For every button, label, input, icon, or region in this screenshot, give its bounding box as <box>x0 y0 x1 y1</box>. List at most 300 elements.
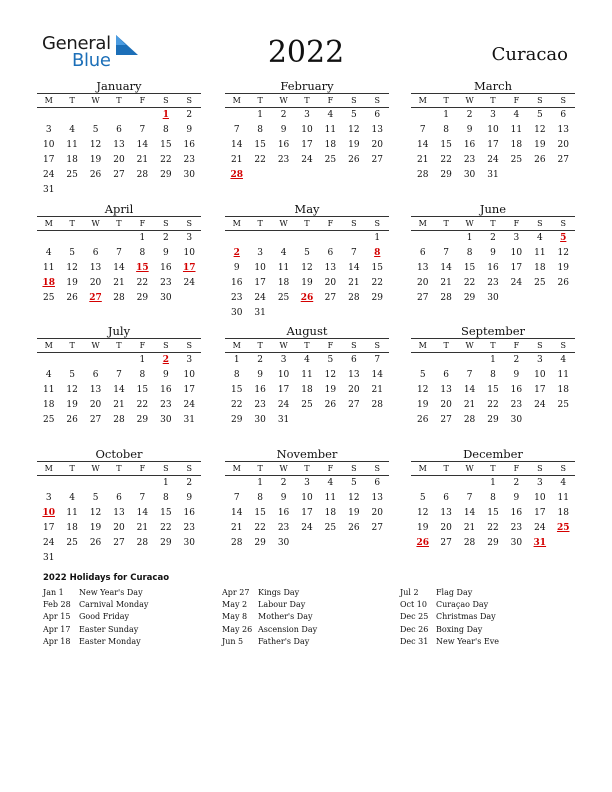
weekday-label: S <box>374 464 380 473</box>
day-cell: 6 <box>443 370 449 380</box>
day-cell: 11 <box>510 125 523 135</box>
day-cell: 22 <box>254 155 266 165</box>
holiday-entry <box>43 587 223 599</box>
day-cell: 9 <box>513 493 520 503</box>
weekday-label: T <box>116 464 122 473</box>
day-cell: 2 <box>186 110 193 120</box>
day-cell: 10 <box>534 370 546 380</box>
empty-day-cell <box>84 108 107 123</box>
weekday-label: S <box>163 219 169 228</box>
week-row <box>225 306 389 321</box>
day-cell: 11 <box>324 493 337 503</box>
day-cell: 9 <box>466 125 473 135</box>
month-name: December <box>463 447 523 461</box>
day-cell: 8 <box>139 370 146 380</box>
day-cell: 22 <box>463 278 476 288</box>
weekday-label: W <box>279 341 288 350</box>
day-cell: 15 <box>371 263 383 273</box>
day-cell: 20 <box>89 278 102 288</box>
holiday-date: Feb 28 <box>43 600 71 610</box>
day-cell: 3 <box>304 478 310 488</box>
day-cell: 14 <box>463 385 476 395</box>
empty-day-cell <box>552 168 575 183</box>
empty-day-cell <box>434 353 457 368</box>
day-cell: 25 <box>66 170 78 180</box>
weekday-label: S <box>163 341 169 350</box>
empty-day-cell <box>295 231 318 246</box>
weekday-label: T <box>69 341 75 350</box>
day-cell: 3 <box>536 478 543 488</box>
day-cell: 9 <box>186 493 193 503</box>
week-row <box>411 413 575 428</box>
logo-text-general: General <box>42 33 111 54</box>
day-cell: 19 <box>89 155 102 165</box>
day-cell: 4 <box>45 248 52 258</box>
week-row <box>411 291 575 306</box>
weekday-label: T <box>257 219 263 228</box>
weekday-label: S <box>537 219 543 228</box>
day-cell: 14 <box>371 370 383 380</box>
holiday-day-cell: 27 <box>89 293 102 303</box>
day-cell: 1 <box>374 233 381 243</box>
week-row <box>37 261 201 276</box>
day-cell: 9 <box>280 125 287 135</box>
day-cell: 7 <box>139 493 146 503</box>
weekday-label: F <box>327 464 334 473</box>
week-row <box>225 506 389 521</box>
weekday-label: M <box>418 219 427 228</box>
week-row <box>411 168 575 183</box>
day-cell: 1 <box>162 478 169 488</box>
weekday-label: F <box>139 464 146 473</box>
holiday-day-cell: 31 <box>533 538 547 548</box>
day-cell: 27 <box>324 293 337 303</box>
week-row <box>225 231 389 246</box>
weekday-label: W <box>91 96 100 105</box>
weekday-label: T <box>490 96 496 105</box>
day-cell: 30 <box>230 308 243 318</box>
day-cell: 4 <box>513 110 520 120</box>
month-grid <box>37 93 201 198</box>
day-cell: 29 <box>230 415 243 425</box>
month-grid <box>225 216 389 321</box>
empty-day-cell <box>552 413 575 428</box>
month-name: September <box>460 324 526 338</box>
holiday-day-cell: 28 <box>230 170 243 180</box>
day-cell: 29 <box>487 415 499 425</box>
day-cell: 18 <box>557 385 569 395</box>
day-cell: 15 <box>160 140 172 150</box>
month-name: October <box>95 447 143 461</box>
week-row <box>37 231 201 246</box>
calendar-year: 2022 <box>267 35 345 70</box>
day-cell: 28 <box>113 415 125 425</box>
day-cell: 1 <box>257 110 263 120</box>
day-cell: 31 <box>183 415 195 425</box>
day-cell: 23 <box>463 155 476 165</box>
empty-day-cell <box>248 168 271 183</box>
day-cell: 25 <box>42 293 55 303</box>
day-cell: 22 <box>254 523 266 533</box>
month-june <box>411 202 575 306</box>
day-cell: 5 <box>419 493 426 503</box>
day-cell: 15 <box>254 140 266 150</box>
month-grid <box>411 461 575 551</box>
day-cell: 21 <box>348 278 360 288</box>
day-cell: 15 <box>463 263 476 273</box>
day-cell: 2 <box>257 355 263 365</box>
weekday-label: T <box>304 96 310 105</box>
day-cell: 6 <box>327 248 334 258</box>
weekday-label: W <box>91 219 100 228</box>
weekday-label: M <box>44 219 53 228</box>
weekday-label: M <box>232 464 241 473</box>
weekday-label: S <box>163 96 169 105</box>
empty-day-cell <box>272 231 295 246</box>
holiday-name: New Year's Eve <box>436 636 499 646</box>
weekday-label: M <box>232 96 241 105</box>
week-row <box>411 231 575 246</box>
week-row <box>411 368 575 383</box>
day-cell: 8 <box>257 125 263 135</box>
week-row <box>411 506 575 521</box>
day-cell: 30 <box>510 538 523 548</box>
weekday-label: W <box>465 341 474 350</box>
empty-day-cell <box>37 353 60 368</box>
weekday-header <box>37 462 201 476</box>
day-cell: 28 <box>416 170 429 180</box>
week-row <box>37 551 201 566</box>
day-cell: 8 <box>139 248 146 258</box>
day-cell: 30 <box>510 415 523 425</box>
day-cell: 11 <box>66 140 78 150</box>
day-cell: 4 <box>69 493 75 503</box>
day-cell: 13 <box>89 385 102 395</box>
week-row <box>225 276 389 291</box>
day-cell: 17 <box>42 155 55 165</box>
holiday-date: Apr 17 <box>43 624 71 634</box>
week-row <box>411 108 575 123</box>
day-cell: 19 <box>89 523 102 533</box>
weekday-label: T <box>443 96 449 105</box>
weekday-header <box>411 462 575 476</box>
day-cell: 7 <box>139 125 146 135</box>
day-cell: 18 <box>534 263 546 273</box>
holiday-day-cell: 17 <box>182 263 196 273</box>
empty-day-cell <box>411 476 434 491</box>
weekday-label: T <box>116 96 122 105</box>
day-cell: 5 <box>92 493 99 503</box>
day-cell: 13 <box>324 263 337 273</box>
week-row <box>225 108 389 123</box>
day-cell: 25 <box>510 155 523 165</box>
holiday-date: May 8 <box>222 612 248 622</box>
day-cell: 5 <box>69 370 75 380</box>
empty-day-cell <box>154 551 177 566</box>
day-cell: 30 <box>160 415 172 425</box>
day-cell: 22 <box>160 155 172 165</box>
weekday-label: W <box>91 464 100 473</box>
weekday-label: M <box>232 341 241 350</box>
day-cell: 16 <box>160 385 172 395</box>
day-cell: 8 <box>162 493 169 503</box>
day-cell: 17 <box>510 263 523 273</box>
day-cell: 22 <box>487 523 499 533</box>
day-cell: 21 <box>113 278 125 288</box>
day-cell: 18 <box>66 523 78 533</box>
weekday-label: S <box>374 96 380 105</box>
day-cell: 24 <box>510 278 523 288</box>
day-cell: 6 <box>374 478 381 488</box>
day-cell: 14 <box>463 508 476 518</box>
holiday-column <box>400 587 580 648</box>
day-cell: 9 <box>186 125 193 135</box>
day-cell: 2 <box>490 233 496 243</box>
day-cell: 3 <box>45 493 52 503</box>
day-cell: 1 <box>257 478 263 488</box>
empty-day-cell <box>295 168 318 183</box>
day-cell: 20 <box>371 140 383 150</box>
day-cell: 12 <box>66 385 78 395</box>
day-cell: 6 <box>443 493 449 503</box>
day-cell: 24 <box>42 538 55 548</box>
day-cell: 9 <box>162 370 169 380</box>
day-cell: 31 <box>254 308 266 318</box>
empty-day-cell <box>342 536 365 551</box>
day-cell: 28 <box>136 170 149 180</box>
holiday-day-cell: 2 <box>233 248 240 258</box>
weekday-label: S <box>163 464 169 473</box>
month-name: February <box>280 79 334 93</box>
weekday-label: F <box>327 341 334 350</box>
day-cell: 24 <box>534 523 546 533</box>
day-cell: 17 <box>183 385 195 395</box>
day-cell: 21 <box>463 523 476 533</box>
weekday-label: S <box>560 341 566 350</box>
weekday-label: M <box>418 96 427 105</box>
day-cell: 3 <box>186 355 193 365</box>
empty-day-cell <box>319 536 342 551</box>
empty-day-cell <box>411 353 434 368</box>
day-cell: 14 <box>348 263 360 273</box>
month-october <box>37 447 201 566</box>
weekday-label: S <box>186 96 192 105</box>
week-row <box>37 291 201 306</box>
holiday-list-title: 2022 Holidays for Curacao <box>43 573 170 583</box>
holiday-name: Father's Day <box>258 636 310 646</box>
empty-day-cell <box>342 231 365 246</box>
day-cell: 25 <box>277 293 290 303</box>
day-cell: 5 <box>327 355 334 365</box>
day-cell: 27 <box>371 523 383 533</box>
day-cell: 5 <box>350 478 357 488</box>
day-cell: 22 <box>371 278 383 288</box>
day-cell: 10 <box>301 125 313 135</box>
weekday-label: M <box>418 464 427 473</box>
week-row <box>37 536 201 551</box>
weekday-label: T <box>257 464 263 473</box>
day-cell: 6 <box>116 125 122 135</box>
holiday-name: Kings Day <box>258 588 300 597</box>
week-row <box>411 383 575 398</box>
day-cell: 4 <box>327 110 334 120</box>
day-cell: 7 <box>466 493 473 503</box>
day-cell: 18 <box>301 385 313 395</box>
week-row <box>225 291 389 306</box>
day-cell: 22 <box>136 278 149 288</box>
weekday-label: T <box>443 341 449 350</box>
day-cell: 21 <box>136 523 149 533</box>
empty-day-cell <box>272 306 295 321</box>
day-cell: 22 <box>440 155 452 165</box>
weekday-label: S <box>186 341 192 350</box>
day-cell: 28 <box>463 538 476 548</box>
month-grid <box>37 216 201 306</box>
holiday-name: Christmas Day <box>436 612 496 622</box>
day-cell: 23 <box>160 278 172 288</box>
weekday-label: W <box>465 96 474 105</box>
day-cell: 26 <box>348 523 360 533</box>
empty-day-cell <box>366 306 389 321</box>
empty-day-cell <box>319 231 342 246</box>
day-cell: 26 <box>324 400 337 410</box>
day-cell: 15 <box>230 385 243 395</box>
day-cell: 1 <box>490 355 496 365</box>
day-cell: 23 <box>183 155 195 165</box>
day-cell: 14 <box>230 508 243 518</box>
weekday-label: F <box>139 341 146 350</box>
day-cell: 13 <box>440 508 452 518</box>
empty-day-cell <box>60 231 83 246</box>
empty-day-cell <box>60 108 83 123</box>
weekday-label: M <box>232 219 241 228</box>
week-row <box>411 353 575 368</box>
day-cell: 4 <box>536 233 543 243</box>
empty-day-cell <box>342 413 365 428</box>
day-cell: 23 <box>230 293 243 303</box>
day-cell: 25 <box>42 415 55 425</box>
day-cell: 16 <box>510 508 523 518</box>
day-cell: 15 <box>487 385 499 395</box>
week-row <box>411 138 575 153</box>
week-row <box>37 491 201 506</box>
holiday-name: Easter Monday <box>79 636 141 646</box>
day-cell: 11 <box>277 263 290 273</box>
holiday-date: Dec 25 <box>400 612 429 622</box>
weekday-header <box>411 339 575 353</box>
day-cell: 17 <box>534 508 546 518</box>
day-cell: 23 <box>277 523 290 533</box>
week-row <box>37 246 201 261</box>
empty-day-cell <box>131 183 154 198</box>
day-cell: 13 <box>89 263 102 273</box>
day-cell: 6 <box>116 493 122 503</box>
empty-day-cell <box>248 231 271 246</box>
day-cell: 25 <box>301 400 313 410</box>
holiday-entry <box>43 611 223 623</box>
day-cell: 14 <box>440 263 452 273</box>
day-cell: 26 <box>89 170 102 180</box>
day-cell: 3 <box>257 248 263 258</box>
week-row <box>411 536 575 551</box>
week-row <box>37 368 201 383</box>
day-cell: 25 <box>66 538 78 548</box>
weekday-header <box>225 217 389 231</box>
day-cell: 3 <box>186 233 193 243</box>
day-cell: 14 <box>113 385 125 395</box>
empty-day-cell <box>411 231 434 246</box>
day-cell: 11 <box>557 493 569 503</box>
day-cell: 23 <box>510 400 523 410</box>
day-cell: 6 <box>560 110 567 120</box>
month-name: August <box>286 324 328 338</box>
week-row <box>225 521 389 536</box>
day-cell: 27 <box>113 170 125 180</box>
holiday-entry <box>400 624 580 636</box>
week-row <box>225 383 389 398</box>
empty-day-cell <box>366 536 389 551</box>
holiday-day-cell: 26 <box>416 538 429 548</box>
month-name: June <box>479 202 507 216</box>
day-cell: 17 <box>277 385 290 395</box>
holiday-day-cell: 18 <box>42 278 55 288</box>
weekday-label: T <box>257 96 263 105</box>
weekday-label: F <box>327 96 334 105</box>
month-name: March <box>474 79 512 93</box>
empty-day-cell <box>84 183 107 198</box>
day-cell: 29 <box>160 170 172 180</box>
holiday-name: Mother's Day <box>258 612 313 622</box>
day-cell: 14 <box>136 508 149 518</box>
day-cell: 2 <box>162 233 169 243</box>
day-cell: 27 <box>371 155 383 165</box>
day-cell: 22 <box>160 523 172 533</box>
month-grid <box>37 338 201 428</box>
day-cell: 8 <box>466 248 473 258</box>
day-cell: 19 <box>416 400 429 410</box>
day-cell: 6 <box>419 248 426 258</box>
day-cell: 27 <box>348 400 360 410</box>
holiday-entry <box>43 624 223 636</box>
day-cell: 8 <box>443 125 449 135</box>
day-cell: 27 <box>440 415 452 425</box>
week-row <box>411 246 575 261</box>
weekday-label: W <box>91 341 100 350</box>
day-cell: 10 <box>277 370 290 380</box>
day-cell: 1 <box>443 110 449 120</box>
day-cell: 13 <box>371 493 383 503</box>
day-cell: 26 <box>534 155 546 165</box>
holiday-day-cell: 26 <box>300 293 314 303</box>
weekday-label: S <box>537 464 543 473</box>
empty-day-cell <box>528 413 551 428</box>
empty-day-cell <box>295 413 318 428</box>
day-cell: 28 <box>136 538 149 548</box>
month-name: May <box>294 202 320 216</box>
day-cell: 8 <box>490 370 496 380</box>
month-name: November <box>276 447 338 461</box>
day-cell: 16 <box>183 140 195 150</box>
day-cell: 28 <box>440 293 452 303</box>
day-cell: 23 <box>160 400 172 410</box>
weekday-header <box>37 217 201 231</box>
day-cell: 27 <box>113 538 125 548</box>
day-cell: 16 <box>277 508 290 518</box>
day-cell: 14 <box>416 140 429 150</box>
day-cell: 24 <box>277 400 290 410</box>
empty-day-cell <box>37 231 60 246</box>
day-cell: 7 <box>116 248 122 258</box>
